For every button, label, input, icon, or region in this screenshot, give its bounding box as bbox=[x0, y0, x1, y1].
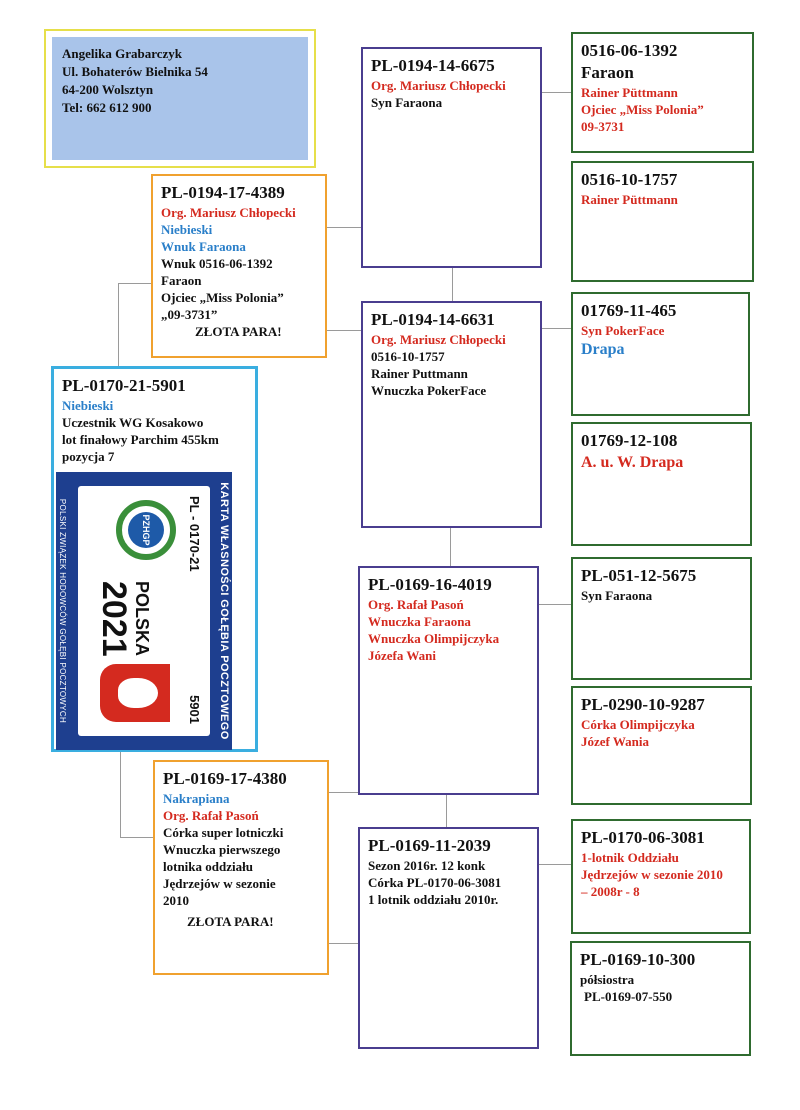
mf-ring-id: PL-0169-16-4019 bbox=[368, 575, 492, 594]
connector-line bbox=[328, 792, 358, 793]
connector-line bbox=[326, 227, 361, 228]
father-breeder: Org. Mariusz Chłopecki bbox=[161, 205, 296, 220]
card-ring: PL - 0170-21 bbox=[187, 496, 202, 572]
fm-line: 0516-10-1757 bbox=[371, 349, 445, 364]
owner-panel bbox=[52, 37, 308, 160]
mf-line: Wnuczka Olimpijczyka bbox=[368, 631, 500, 646]
card-title: KARTA WŁASNOŚCI GOŁĘBIA POCZTOWEGO bbox=[218, 482, 230, 740]
connector-line bbox=[120, 837, 154, 838]
owner-city: 64-200 Wolsztyn bbox=[62, 82, 154, 97]
father-line: „09-3731” bbox=[161, 307, 218, 322]
g1-line: Rainer Püttmann bbox=[581, 85, 678, 100]
mf-line: Józefa Wani bbox=[368, 648, 437, 663]
great-grandparent-box bbox=[571, 819, 751, 934]
fm-line: Wnuczka PokerFace bbox=[371, 383, 487, 398]
mm-line: Sezon 2016r. 12 konk bbox=[368, 858, 486, 873]
fm-line: Rainer Puttmann bbox=[371, 366, 468, 381]
subject-line: Uczestnik WG Kosakowo bbox=[62, 415, 204, 430]
grandmother-paternal-box bbox=[361, 301, 542, 528]
g8-line: półsiostra bbox=[580, 972, 635, 987]
g1-line: Ojciec „Miss Polonia” bbox=[581, 102, 704, 117]
card-year: 2021 bbox=[95, 581, 133, 657]
father-ring-id: PL-0194-17-4389 bbox=[161, 183, 285, 202]
card-org: POLSKI ZWIĄZEK HODOWCÓW GOŁĘBI POCZTOWYCH bbox=[58, 498, 67, 724]
mother-line: Córka super lotniczki bbox=[163, 825, 284, 840]
g3-ring-id: 01769-11-465 bbox=[581, 301, 677, 320]
mother-line: 2010 bbox=[163, 893, 189, 908]
mf-breeder: Org. Rafał Pasoń bbox=[368, 597, 464, 612]
connector-line bbox=[539, 604, 571, 605]
g1-name: Faraon bbox=[581, 63, 634, 82]
mf-line: Wnuczka Faraona bbox=[368, 614, 471, 629]
subject-line: lot finałowy Parchim 455km bbox=[62, 432, 219, 447]
connector-line bbox=[326, 330, 361, 331]
g4-ring-id: 01769-12-108 bbox=[581, 431, 678, 450]
mother-line: Jędrzejów w sezonie bbox=[163, 876, 276, 891]
father-line: Ojciec „Miss Polonia” bbox=[161, 290, 284, 305]
mother-pair-badge: ZŁOTA PARA! bbox=[187, 914, 274, 929]
g7-ring-id: PL-0170-06-3081 bbox=[581, 828, 705, 847]
g3-line: Syn PokerFace bbox=[581, 323, 665, 338]
eagle-shape bbox=[118, 678, 158, 708]
mother-line: Wnuczka pierwszego bbox=[163, 842, 281, 857]
mother-color: Nakrapiana bbox=[163, 791, 230, 806]
g2-line: Rainer Püttmann bbox=[581, 192, 678, 207]
father-color: Niebieski bbox=[161, 222, 213, 237]
eagle-emblem-icon bbox=[100, 664, 170, 722]
owner-phone: Tel: 662 612 900 bbox=[62, 100, 152, 115]
ownership-card-image bbox=[56, 472, 232, 750]
father-line: Wnuk 0516-06-1392 bbox=[161, 256, 273, 271]
father-desc: Wnuk Faraona bbox=[161, 239, 246, 254]
g7-line: – 2008r - 8 bbox=[581, 884, 640, 899]
g4-line: A. u. W. Drapa bbox=[581, 454, 684, 471]
owner-name: Angelika Grabarczyk bbox=[62, 46, 183, 61]
connector-line bbox=[118, 283, 152, 284]
g8-ring-id: PL-0169-10-300 bbox=[580, 950, 696, 969]
card-country: POLSKA bbox=[132, 581, 152, 657]
ff-breeder: Org. Mariusz Chłopecki bbox=[371, 78, 506, 93]
mother-box bbox=[153, 760, 329, 975]
connector-line bbox=[452, 268, 453, 301]
great-grandparent-box bbox=[570, 941, 751, 1056]
g2-ring-id: 0516-10-1757 bbox=[581, 170, 678, 189]
g6-line: Córka Olimpijczyka bbox=[581, 717, 695, 732]
card-logo-text: PZHGP bbox=[128, 512, 164, 548]
g1-ring-id: 0516-06-1392 bbox=[581, 41, 678, 60]
mother-line: lotnika oddziału bbox=[163, 859, 253, 874]
subject-ring-id: PL-0170-21-5901 bbox=[62, 376, 186, 395]
card-panel bbox=[78, 486, 210, 736]
g5-line: Syn Faraona bbox=[581, 588, 653, 603]
great-grandparent-box bbox=[571, 686, 752, 805]
ff-ring-id: PL-0194-14-6675 bbox=[371, 56, 495, 75]
father-line: Faraon bbox=[161, 273, 202, 288]
connector-line bbox=[539, 864, 571, 865]
g7-line: Jędrzejów w sezonie 2010 bbox=[581, 867, 723, 882]
g6-ring-id: PL-0290-10-9287 bbox=[581, 695, 705, 714]
g3-line: Drapa bbox=[581, 341, 625, 358]
mother-breeder: Org. Rafał Pasoń bbox=[163, 808, 259, 823]
mm-line: 1 lotnik oddziału 2010r. bbox=[368, 892, 499, 907]
great-grandparent-box bbox=[571, 557, 752, 680]
connector-line bbox=[120, 752, 121, 838]
grandfather-paternal-box bbox=[361, 47, 542, 268]
great-grandparent-box bbox=[571, 422, 752, 546]
mother-ring-id: PL-0169-17-4380 bbox=[163, 769, 287, 788]
card-number: 5901 bbox=[187, 695, 202, 724]
owner-street: Ul. Bohaterów Bielnika 54 bbox=[62, 64, 208, 79]
father-box bbox=[151, 174, 327, 358]
g6-line: Józef Wania bbox=[581, 734, 650, 749]
mm-ring-id: PL-0169-11-2039 bbox=[368, 836, 491, 855]
fm-ring-id: PL-0194-14-6631 bbox=[371, 310, 495, 329]
connector-line bbox=[446, 795, 447, 827]
ownership-card-content bbox=[56, 472, 232, 750]
ff-line: Syn Faraona bbox=[371, 95, 443, 110]
mm-line: Córka PL-0170-06-3081 bbox=[368, 875, 502, 890]
connector-line bbox=[541, 328, 571, 329]
grandmother-maternal-box bbox=[358, 827, 539, 1049]
connector-line bbox=[450, 528, 451, 566]
great-grandparent-box bbox=[571, 292, 750, 416]
pzhgp-logo-icon bbox=[116, 500, 176, 560]
connector-line bbox=[118, 283, 119, 368]
connector-line bbox=[328, 943, 358, 944]
great-grandparent-box bbox=[571, 161, 754, 282]
owner-box bbox=[44, 29, 316, 168]
subject-line: pozycja 7 bbox=[62, 449, 115, 464]
connector-line bbox=[541, 92, 571, 93]
g1-line: 09-3731 bbox=[581, 119, 625, 134]
subject-color: Niebieski bbox=[62, 398, 114, 413]
g7-line: 1-lotnik Oddziału bbox=[581, 850, 679, 865]
grandfather-maternal-box bbox=[358, 566, 539, 795]
fm-breeder: Org. Mariusz Chłopecki bbox=[371, 332, 506, 347]
g8-line: PL-0169-07-550 bbox=[584, 989, 673, 1004]
great-grandparent-box bbox=[571, 32, 754, 153]
father-pair-badge: ZŁOTA PARA! bbox=[195, 324, 282, 339]
g5-ring-id: PL-051-12-5675 bbox=[581, 566, 697, 585]
